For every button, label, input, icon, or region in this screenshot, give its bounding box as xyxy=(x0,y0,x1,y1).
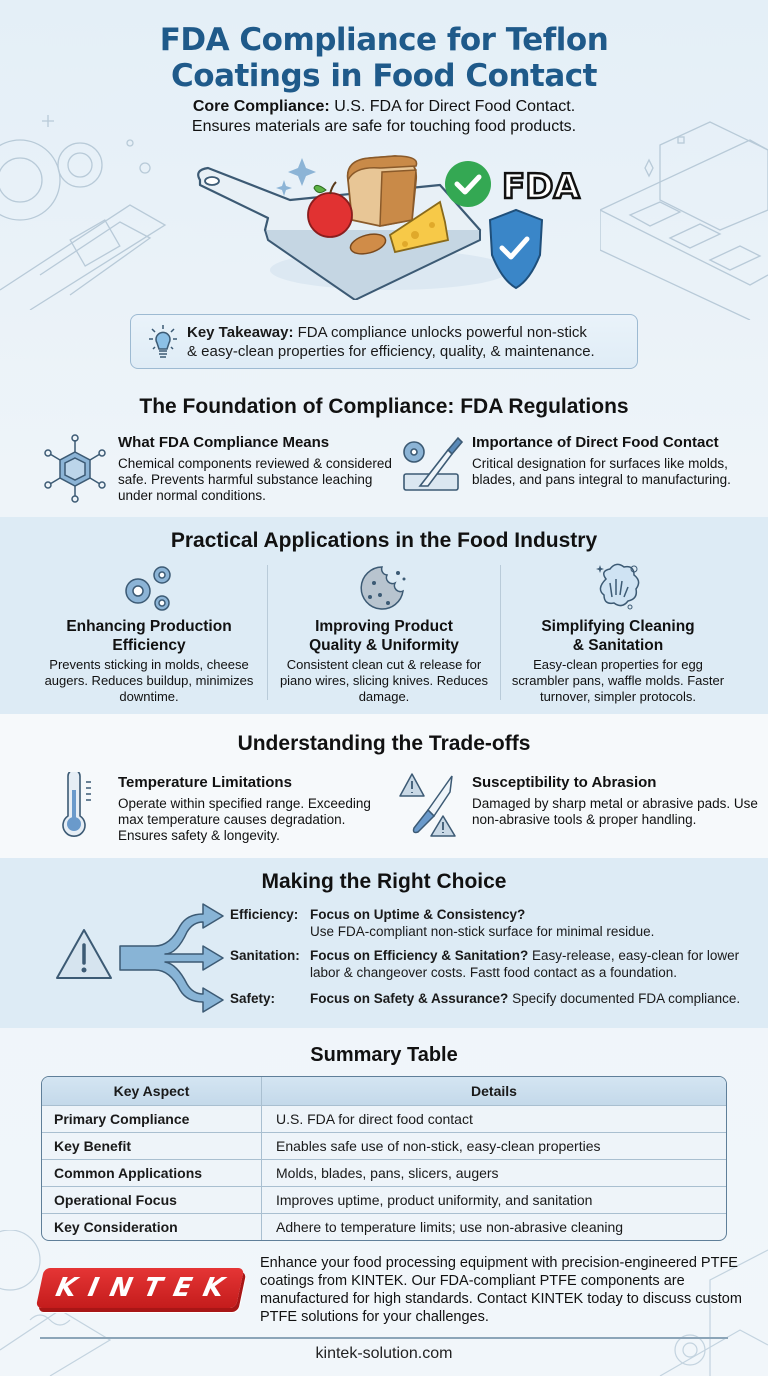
title-line-2: Coatings in Food Contact xyxy=(171,58,597,94)
bread-icon xyxy=(348,156,417,226)
application-desc: Easy-clean properties for egg scrambler pans, waffle molds. Faster turnover, simpler protocols. xyxy=(511,657,725,704)
machinery-illustration-right xyxy=(600,110,768,320)
cleaning-hand-icon xyxy=(594,563,644,615)
warning-triangle-icon xyxy=(57,930,111,978)
table-cell-details: Enables safe use of non-stick, easy-clean properties xyxy=(276,1138,601,1154)
lightbulb-icon xyxy=(145,323,181,361)
column-header-key-aspect: Key Aspect xyxy=(42,1077,262,1105)
table-row xyxy=(42,1159,726,1186)
choice-section-title: Making the Right Choice xyxy=(261,870,507,893)
application-title-line1: Enhancing Production xyxy=(66,618,232,635)
table-cell-details: Improves uptime, product uniformity, and sanitation xyxy=(276,1192,593,1208)
applications-section-title: Practical Applications in the Food Industry xyxy=(170,529,598,552)
apple-icon xyxy=(308,182,352,237)
table-row xyxy=(42,1213,726,1240)
choice-label: Safety: xyxy=(230,991,276,1006)
table-cell-details: U.S. FDA for direct food contact xyxy=(276,1111,473,1127)
summary-table-title: Summary Table xyxy=(310,1044,458,1066)
footer-divider xyxy=(40,1337,728,1339)
core-compliance-text: U.S. FDA for Direct Food Contact. xyxy=(329,98,576,115)
table-cell-aspect: Key Benefit xyxy=(42,1133,262,1159)
table-cell-details: Molds, blades, pans, slicers, augers xyxy=(276,1165,499,1181)
table-cell-aspect: Operational Focus xyxy=(42,1187,262,1213)
application-title-line2: & Sanitation xyxy=(572,637,664,654)
application-desc: Consistent clean cut & release for piano wires, slicing knives. Reduces damage. xyxy=(279,657,489,704)
application-title-line2: Efficiency xyxy=(112,637,186,654)
table-header-row xyxy=(42,1077,726,1105)
key-takeaway-box xyxy=(130,314,638,369)
choice-label: Efficiency: xyxy=(230,907,299,922)
fda-logo xyxy=(502,167,580,207)
molecule-icon xyxy=(40,432,110,504)
knife-warning-icon xyxy=(398,772,464,838)
hero-illustration xyxy=(180,140,600,300)
application-title-line1: Simplifying Cleaning xyxy=(541,618,695,635)
choice-answer: Easy-release, easy-clean for lower labor & changeover costs. Fastt food contact as a foundation. xyxy=(310,948,740,980)
tradeoff-item-abrasion xyxy=(472,773,762,828)
application-item-efficiency xyxy=(21,617,277,705)
application-title-line1: Improving Product xyxy=(315,618,453,635)
foundation-item-title: What FDA Compliance Means xyxy=(118,434,330,451)
table-cell-details: Adhere to temperature limits; use non-abrasive cleaning xyxy=(276,1219,624,1235)
table-row xyxy=(42,1132,726,1159)
gears-icon xyxy=(120,563,176,613)
table-cell-aspect: Primary Compliance xyxy=(42,1106,262,1132)
knife-blade-icon xyxy=(398,432,464,498)
sparkle-icon xyxy=(276,158,316,196)
table-cell-aspect: Key Consideration xyxy=(42,1214,262,1240)
tradeoff-desc: Damaged by sharp metal or abrasive pads. Use non-abrasive tools & proper handling. xyxy=(472,796,758,827)
check-badge-icon xyxy=(445,161,491,207)
takeaway-text-line2: & easy-clean properties for efficiency, quality, & maintenance. xyxy=(187,342,595,360)
tradeoff-desc: Operate within specified range. Exceeding max temperature causes degradation. Ensures safety & longevity. xyxy=(118,796,371,843)
application-item-cleaning xyxy=(490,617,746,705)
application-desc: Prevents sticking in molds, cheese augers. Reduces buildup, minimizes downtime. xyxy=(44,657,254,704)
choice-question: Focus on Uptime & Consistency? xyxy=(310,907,526,922)
decision-arrows-icon xyxy=(55,900,230,1015)
title-line-1: FDA Compliance for Teflon xyxy=(159,22,609,58)
column-header-details: Details xyxy=(471,1083,517,1099)
application-title-line2: Quality & Uniformity xyxy=(309,637,459,654)
kintek-logo[interactable] xyxy=(36,1268,245,1308)
application-item-quality xyxy=(256,617,512,705)
core-compliance-label: Core Compliance: xyxy=(192,98,330,115)
tradeoffs-section-title: Understanding the Trade-offs xyxy=(237,732,531,755)
foundation-item-desc: Critical designation for surfaces like molds, blades, and pans integral to manufacturing. xyxy=(472,456,731,487)
kintek-logo-text: KINTEK xyxy=(53,1273,239,1303)
summary-table xyxy=(41,1076,727,1241)
foundation-item-direct-food-contact xyxy=(472,433,762,488)
tradeoff-item-temperature xyxy=(118,773,388,844)
takeaway-text: FDA compliance unlocks powerful non-stick xyxy=(293,323,587,341)
svg-text:FDA: FDA xyxy=(502,167,580,207)
tradeoff-title: Temperature Limitations xyxy=(118,774,292,791)
foundation-item-what-fda-compliance-means xyxy=(118,433,398,504)
choice-answer: Use FDA-compliant non-stick surface for minimal residue. xyxy=(310,924,655,939)
choice-question: Focus on Safety & Assurance? xyxy=(310,991,509,1006)
thermometer-icon xyxy=(58,772,98,838)
core-compliance-line2: Ensures materials are safe for touching food products. xyxy=(191,118,577,135)
choice-label: Sanitation: xyxy=(230,948,300,963)
table-row xyxy=(42,1186,726,1213)
foundation-item-title: Importance of Direct Food Contact xyxy=(472,434,719,451)
tradeoff-title: Susceptibility to Abrasion xyxy=(472,774,657,791)
promo-text: Enhance your food processing equipment with precision-engineered PTFE coatings from KINTEK. Our FDA-compliant PTFE components are manufactured for high standards. Contact KINTEK today to discuss custom PTFE solutions for your challenges. xyxy=(260,1255,742,1325)
foundation-section-title: The Foundation of Compliance: FDA Regulations xyxy=(139,395,629,418)
takeaway-label: Key Takeaway: xyxy=(187,323,294,341)
choice-answer: Specify documented FDA compliance. xyxy=(508,991,741,1006)
page-title xyxy=(0,22,768,94)
core-compliance-subtitle xyxy=(0,97,768,137)
machinery-illustration-left xyxy=(0,110,180,310)
foundation-item-desc: Chemical components reviewed & considered safe. Prevents harmful substance leaching under normal conditions. xyxy=(118,456,392,503)
cookie-icon xyxy=(358,563,408,613)
table-cell-aspect: Common Applications xyxy=(42,1160,262,1186)
website-link[interactable]: kintek-solution.com xyxy=(315,1345,453,1362)
table-row xyxy=(42,1105,726,1132)
choice-question: Focus on Efficiency & Sanitation? xyxy=(310,948,529,963)
